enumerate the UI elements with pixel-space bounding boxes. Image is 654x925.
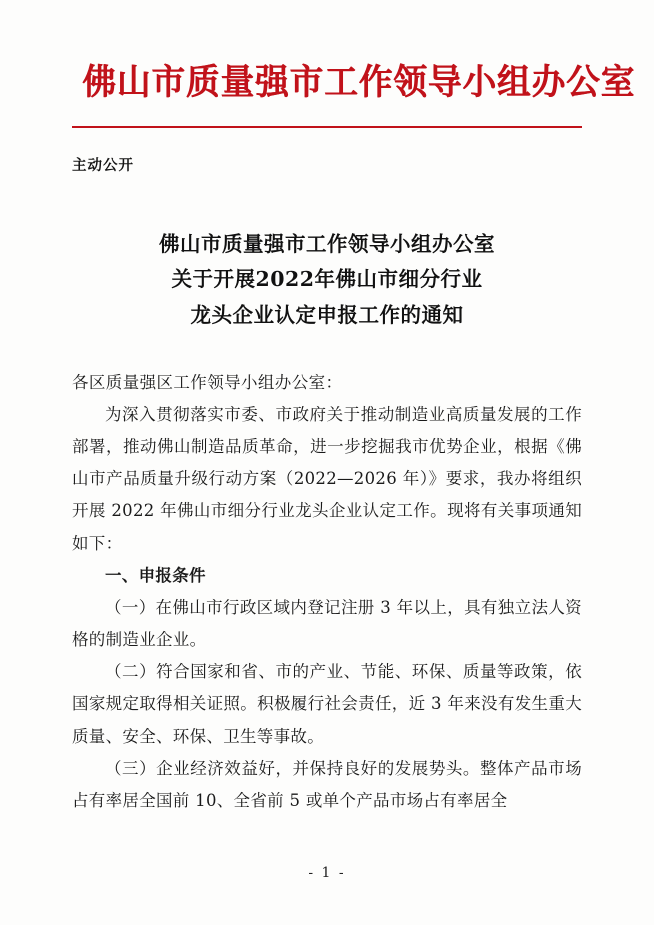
condition-item-1: （一）在佛山市行政区域内登记注册 3 年以上，具有独立法人资格的制造业企业。	[72, 597, 582, 650]
condition-item-3: （三）企业经济效益好，并保持良好的发展势头。整体产品市场占有率居全国前 10、全省前 5 或单个产品市场占有率居全	[72, 758, 582, 810]
addressee: 各区质量强区工作领导小组办公室：	[72, 372, 343, 392]
masthead-title: 佛山市质量强市工作领导小组办公室	[82, 62, 636, 103]
page-title-line-2: 关于开展2022年佛山市细分行业	[171, 267, 483, 292]
page-title-line-1: 佛山市质量强市工作领导小组办公室	[159, 232, 495, 256]
section-heading-1: 一、申报条件	[105, 565, 206, 585]
page-number: - 1 -	[308, 865, 346, 881]
page-title-line-3: 龙头企业认定申报工作的通知	[190, 302, 464, 327]
body-paragraph-1: 为深入贯彻落实市委、市政府关于推动制造业高质量发展的工作部署，推动佛山制造品质革命，进一步挖掘我市优势企业，根据《佛山市产品质量升级行动方案（2022—2026 年）》要求，我办将组织开展 2022 年佛山市细分行业龙头企业认定工作。现将有关事项通知如下：	[72, 404, 582, 553]
disclosure-label: 主动公开	[72, 157, 134, 174]
masthead-red-rule	[72, 126, 582, 128]
condition-item-2: （二）符合国家和省、市的产业、节能、环保、质量等政策，依国家规定取得相关证照。积极履行社会责任，近 3 年来没有发生重大质量、安全、环保、卫生等事故。	[72, 662, 582, 746]
masthead	[72, 0, 636, 128]
page-title	[72, 227, 582, 333]
